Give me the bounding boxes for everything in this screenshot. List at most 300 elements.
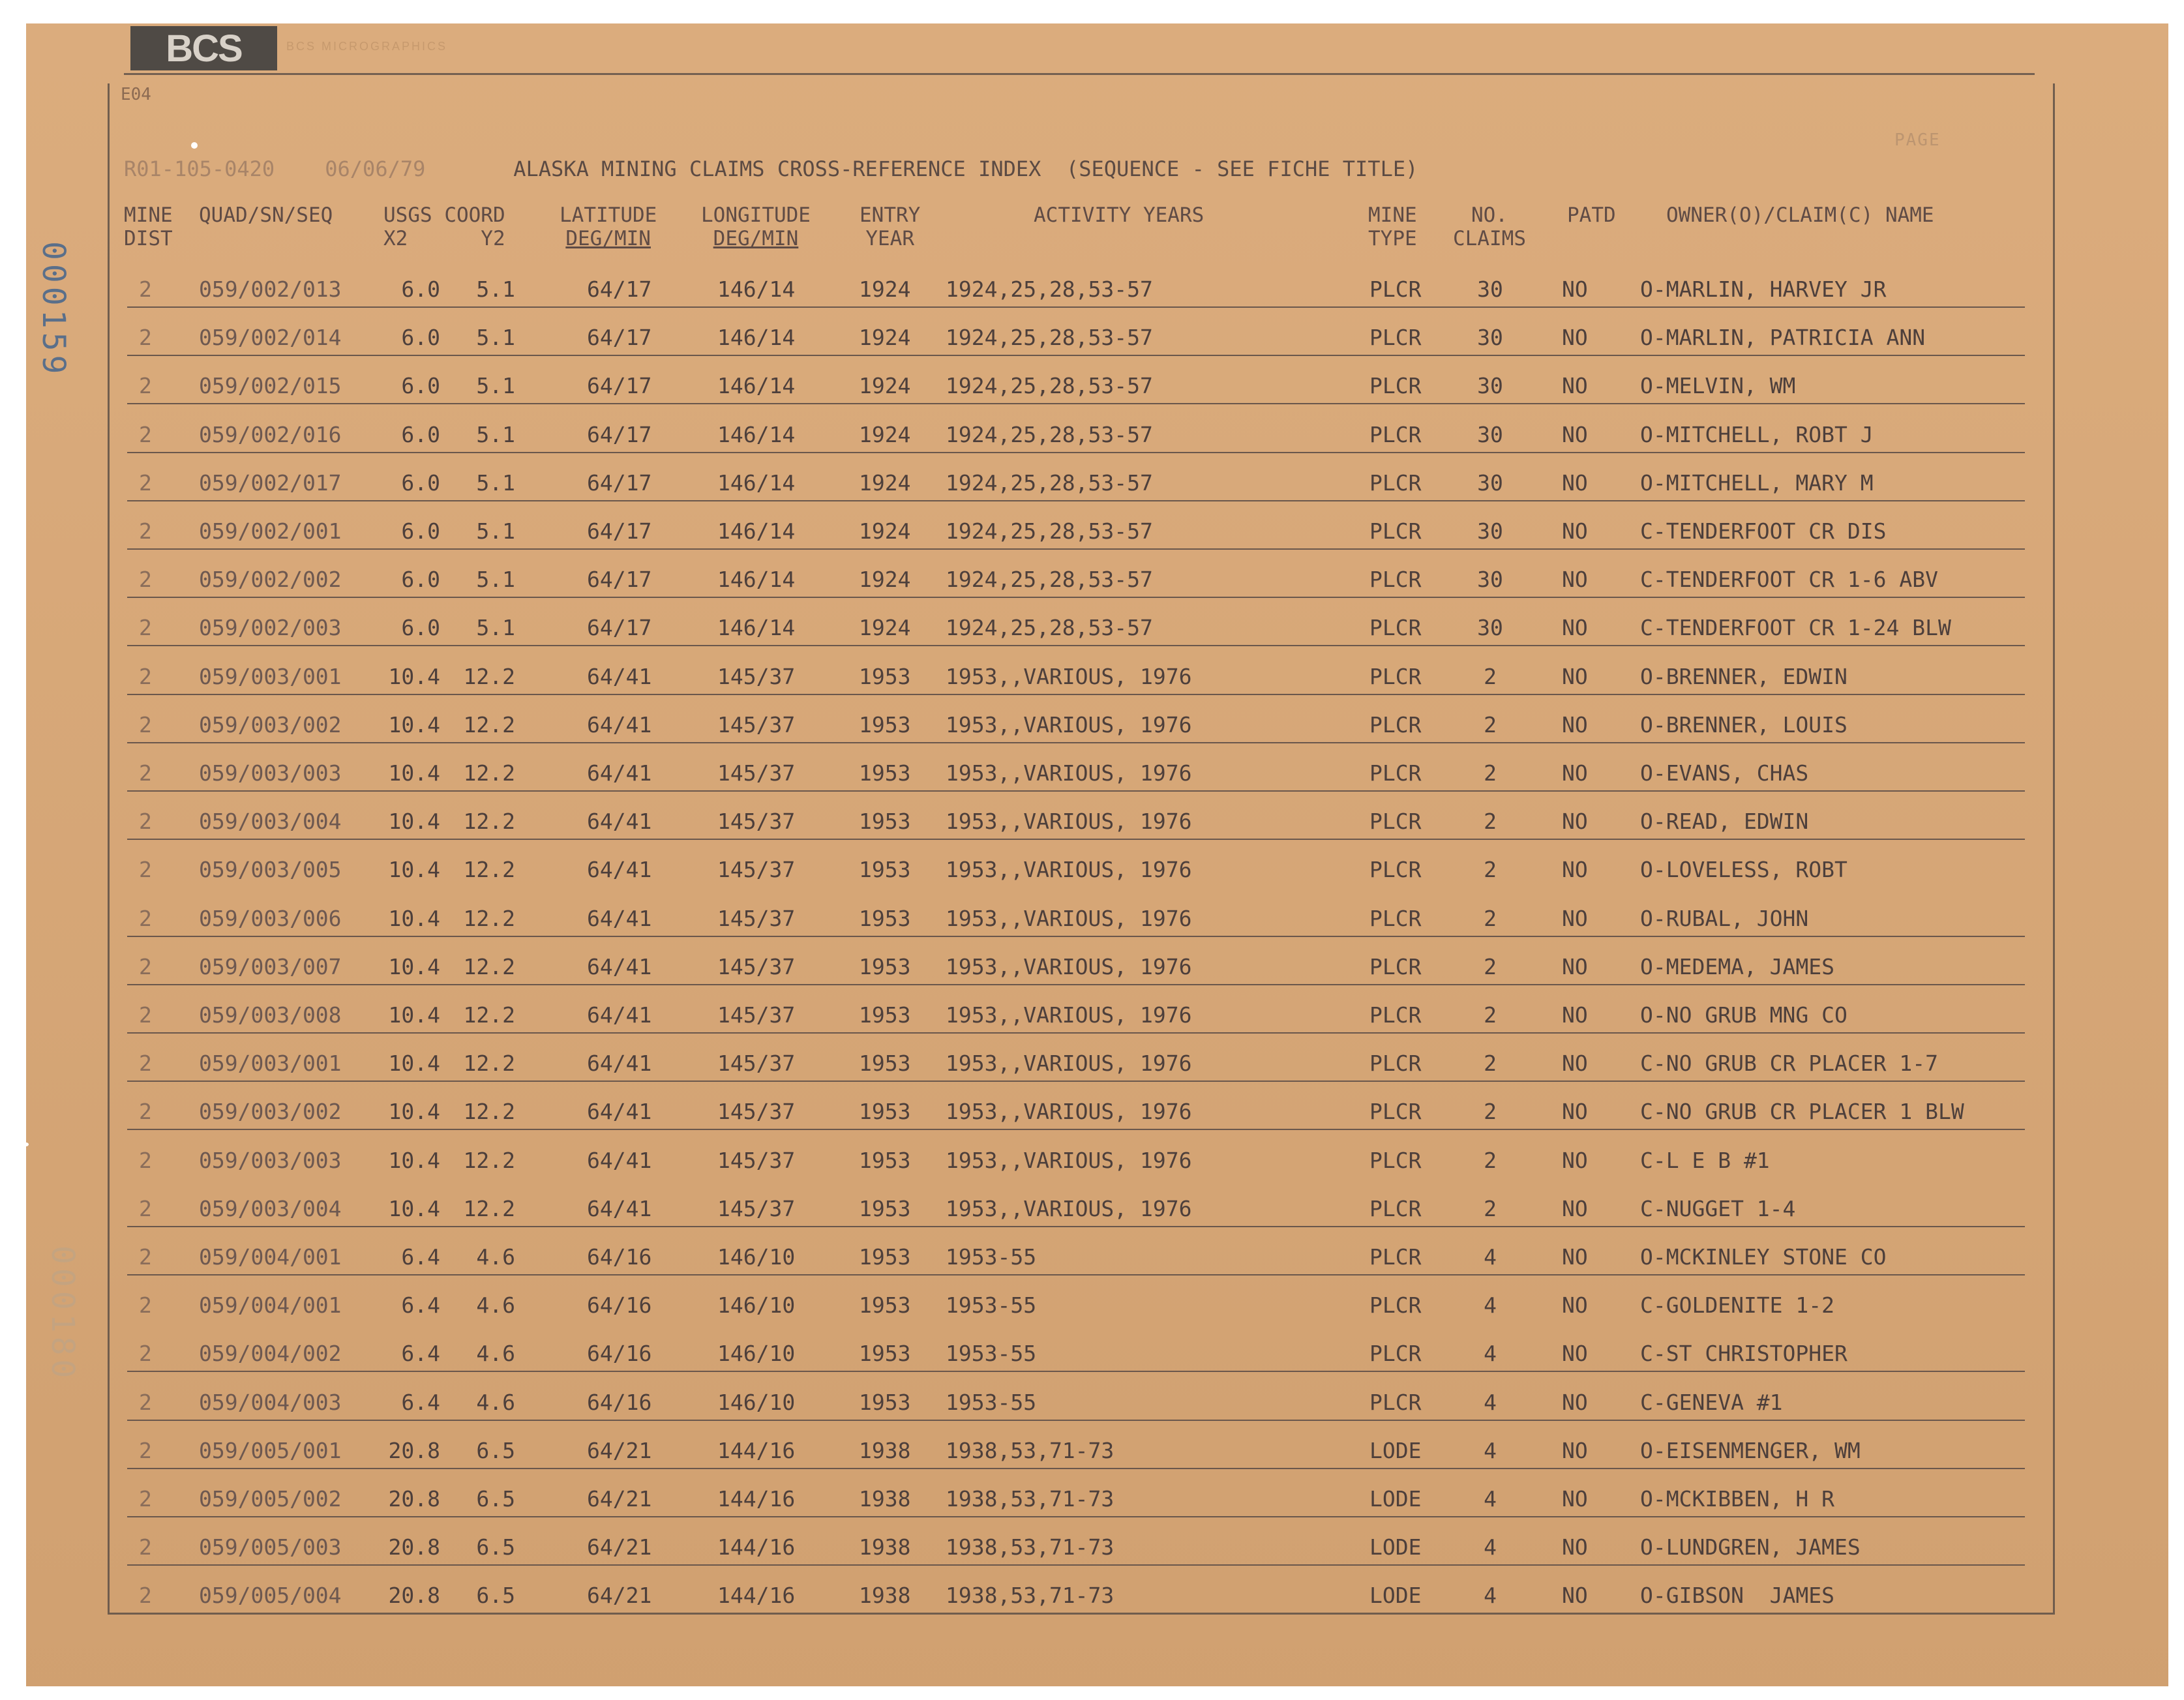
coord-x-cell: 6.0	[401, 470, 440, 496]
mine-type-cell: LODE	[1369, 1583, 1422, 1608]
patented-cell: NO	[1562, 1583, 1588, 1608]
entry-year-cell: 1924	[859, 276, 911, 302]
coord-x-cell: 10.4	[388, 1196, 440, 1221]
table-row	[127, 317, 2025, 356]
coord-y-cell: 12.2	[463, 954, 515, 979]
coord-y-cell: 5.1	[476, 276, 515, 302]
longitude-cell: 144/16	[717, 1534, 796, 1560]
quad-seq-cell: 059/005/002	[199, 1486, 342, 1512]
claims-count-cell: 4	[1484, 1390, 1497, 1415]
claims-count-cell: 30	[1477, 325, 1503, 350]
entry-year-cell: 1953	[859, 1341, 911, 1366]
claims-count-cell: 2	[1484, 857, 1497, 882]
table-row	[127, 849, 2025, 887]
activity-years-cell: 1953,,VARIOUS, 1976	[946, 1002, 1192, 1028]
claims-count-cell: 4	[1484, 1534, 1497, 1560]
longitude-cell: 145/37	[717, 1051, 796, 1076]
claims-count-cell: 4	[1484, 1486, 1497, 1512]
latitude-cell: 64/17	[587, 567, 652, 592]
mine-dist-cell: 2	[139, 760, 152, 786]
patented-cell: NO	[1562, 1148, 1588, 1173]
owner-claim-cell: O-LOVELESS, ROBT	[1640, 857, 1847, 882]
owner-claim-cell: C-TENDERFOOT CR 1-24 BLW	[1640, 615, 1951, 640]
mine-type-cell: PLCR	[1369, 809, 1422, 834]
quad-seq-cell: 059/002/016	[199, 422, 342, 447]
patented-cell: NO	[1562, 809, 1588, 834]
activity-years-cell: 1953,,VARIOUS, 1976	[946, 664, 1192, 689]
table-row	[127, 898, 2025, 937]
mine-dist-cell: 2	[139, 1099, 152, 1124]
entry-year-cell: 1924	[859, 422, 911, 447]
quad-seq-cell: 059/002/013	[199, 276, 342, 302]
entry-year-cell: 1938	[859, 1534, 911, 1560]
activity-years-cell: 1938,53,71-73	[946, 1583, 1114, 1608]
quad-seq-cell: 059/003/004	[199, 1196, 342, 1221]
owner-claim-cell: O-LUNDGREN, JAMES	[1640, 1534, 1861, 1560]
coord-y-cell: 5.1	[476, 615, 515, 640]
quad-seq-cell: 059/003/002	[199, 712, 342, 738]
entry-year-cell: 1953	[859, 906, 911, 931]
quad-seq-cell: 059/003/006	[199, 906, 342, 931]
coord-y-cell: 5.1	[476, 518, 515, 544]
coord-x-cell: 6.0	[401, 276, 440, 302]
table-row	[127, 269, 2025, 308]
latitude-cell: 64/41	[587, 857, 652, 882]
coord-y-cell: 6.5	[476, 1486, 515, 1512]
mine-dist-cell: 2	[139, 1244, 152, 1270]
quad-seq-cell: 059/005/004	[199, 1583, 342, 1608]
patented-cell: NO	[1562, 760, 1588, 786]
entry-year-cell: 1938	[859, 1583, 911, 1608]
latitude-cell: 64/17	[587, 276, 652, 302]
longitude-cell: 146/14	[717, 470, 796, 496]
claims-count-cell: 2	[1484, 1148, 1497, 1173]
coord-y-cell: 5.1	[476, 422, 515, 447]
quad-seq-cell: 059/003/008	[199, 1002, 342, 1028]
owner-claim-cell: O-MCKIBBEN, H R	[1640, 1486, 1835, 1512]
activity-years-cell: 1924,25,28,53-57	[946, 276, 1153, 302]
mine-dist-cell: 2	[139, 857, 152, 882]
activity-years-cell: 1938,53,71-73	[946, 1486, 1114, 1512]
activity-years-cell: 1924,25,28,53-57	[946, 518, 1153, 544]
mine-type-cell: PLCR	[1369, 954, 1422, 979]
mine-type-cell: PLCR	[1369, 857, 1422, 882]
mine-type-cell: PLCR	[1369, 470, 1422, 496]
owner-claim-cell: O-NO GRUB MNG CO	[1640, 1002, 1847, 1028]
claims-count-cell: 30	[1477, 276, 1503, 302]
mine-dist-cell: 2	[139, 1486, 152, 1512]
coord-y-cell: 12.2	[463, 1051, 515, 1076]
quad-seq-cell: 059/004/001	[199, 1244, 342, 1270]
latitude-cell: 64/41	[587, 1148, 652, 1173]
coord-x-cell: 10.4	[388, 664, 440, 689]
scuff-mark	[23, 1142, 29, 1146]
entry-year-cell: 1938	[859, 1486, 911, 1512]
longitude-cell: 145/37	[717, 1099, 796, 1124]
mine-dist-cell: 2	[139, 1051, 152, 1076]
header-patd: PATD	[1567, 203, 1616, 227]
entry-year-cell: 1953	[859, 760, 911, 786]
quad-seq-cell: 059/003/004	[199, 809, 342, 834]
latitude-cell: 64/21	[587, 1583, 652, 1608]
coord-x-cell: 6.0	[401, 615, 440, 640]
mine-dist-cell: 2	[139, 1292, 152, 1318]
mine-type-cell: PLCR	[1369, 1341, 1422, 1366]
coord-x-cell: 10.4	[388, 954, 440, 979]
table-row	[127, 365, 2025, 404]
coord-y-cell: 5.1	[476, 567, 515, 592]
patented-cell: NO	[1562, 373, 1588, 398]
latitude-cell: 64/17	[587, 470, 652, 496]
latitude-cell: 64/41	[587, 760, 652, 786]
coord-x-cell: 20.8	[388, 1486, 440, 1512]
owner-claim-cell: O-MELVIN, WM	[1640, 373, 1796, 398]
table-row	[127, 559, 2025, 598]
mine-type-cell: PLCR	[1369, 518, 1422, 544]
coord-x-cell: 6.4	[401, 1390, 440, 1415]
bcs-logo: BCS	[130, 26, 277, 70]
mine-dist-cell: 2	[139, 615, 152, 640]
mine-type-cell: PLCR	[1369, 760, 1422, 786]
owner-claim-cell: C-NO GRUB CR PLACER 1 BLW	[1640, 1099, 1964, 1124]
longitude-cell: 145/37	[717, 712, 796, 738]
longitude-cell: 145/37	[717, 857, 796, 882]
entry-year-cell: 1924	[859, 615, 911, 640]
longitude-cell: 145/37	[717, 809, 796, 834]
latitude-cell: 64/41	[587, 712, 652, 738]
owner-claim-cell: C-ST CHRISTOPHER	[1640, 1341, 1847, 1366]
latitude-cell: 64/41	[587, 664, 652, 689]
table-row	[127, 656, 2025, 695]
coord-x-cell: 10.4	[388, 1148, 440, 1173]
activity-years-cell: 1953,,VARIOUS, 1976	[946, 712, 1192, 738]
claims-count-cell: 30	[1477, 470, 1503, 496]
quad-seq-cell: 059/005/001	[199, 1438, 342, 1463]
entry-year-cell: 1953	[859, 1196, 911, 1221]
mine-type-cell: PLCR	[1369, 615, 1422, 640]
coord-y-cell: 12.2	[463, 1196, 515, 1221]
patented-cell: NO	[1562, 1534, 1588, 1560]
claims-count-cell: 2	[1484, 1051, 1497, 1076]
coord-y-cell: 6.5	[476, 1534, 515, 1560]
mine-type-cell: PLCR	[1369, 712, 1422, 738]
quad-seq-cell: 059/002/015	[199, 373, 342, 398]
table-row	[127, 1333, 2025, 1372]
entry-year-cell: 1953	[859, 809, 911, 834]
coord-x-cell: 10.4	[388, 1051, 440, 1076]
longitude-cell: 145/37	[717, 1196, 796, 1221]
entry-year-cell: 1924	[859, 470, 911, 496]
longitude-cell: 146/14	[717, 276, 796, 302]
quad-seq-cell: 059/003/001	[199, 1051, 342, 1076]
claims-count-cell: 4	[1484, 1438, 1497, 1463]
fiche-id-faint: 000180	[44, 1245, 81, 1382]
table-row	[127, 946, 2025, 985]
longitude-cell: 145/37	[717, 664, 796, 689]
coord-x-cell: 6.4	[401, 1292, 440, 1318]
coord-x-cell: 10.4	[388, 760, 440, 786]
coord-x-cell: 10.4	[388, 809, 440, 834]
owner-claim-cell: C-GOLDENITE 1-2	[1640, 1292, 1835, 1318]
patented-cell: NO	[1562, 325, 1588, 350]
activity-years-cell: 1953,,VARIOUS, 1976	[946, 857, 1192, 882]
longitude-cell: 146/10	[717, 1390, 796, 1415]
mine-type-cell: PLCR	[1369, 906, 1422, 931]
coord-x-cell: 10.4	[388, 1002, 440, 1028]
owner-claim-cell: C-TENDERFOOT CR 1-6 ABV	[1640, 567, 1938, 592]
activity-years-cell: 1953-55	[946, 1390, 1037, 1415]
longitude-cell: 144/16	[717, 1438, 796, 1463]
table-row	[127, 753, 2025, 792]
entry-year-cell: 1953	[859, 1244, 911, 1270]
claims-count-cell: 4	[1484, 1341, 1497, 1366]
entry-year-cell: 1953	[859, 954, 911, 979]
header-mine-type: MINE TYPE	[1368, 203, 1417, 250]
table-row	[127, 994, 2025, 1034]
table-row	[127, 1188, 2025, 1227]
quad-seq-cell: 059/003/007	[199, 954, 342, 979]
header-activity-years: ACTIVITY YEARS	[1034, 203, 1204, 227]
owner-claim-cell: C-GENEVA #1	[1640, 1390, 1783, 1415]
activity-years-cell: 1938,53,71-73	[946, 1438, 1114, 1463]
entry-year-cell: 1953	[859, 1002, 911, 1028]
latitude-cell: 64/41	[587, 1196, 652, 1221]
patented-cell: NO	[1562, 470, 1588, 496]
report-date: 06/06/79	[325, 157, 426, 181]
longitude-cell: 145/37	[717, 760, 796, 786]
longitude-cell: 146/14	[717, 373, 796, 398]
latitude-cell: 64/21	[587, 1438, 652, 1463]
quad-seq-cell: 059/002/003	[199, 615, 342, 640]
latitude-cell: 64/16	[587, 1390, 652, 1415]
quad-seq-cell: 059/003/002	[199, 1099, 342, 1124]
latitude-cell: 64/17	[587, 422, 652, 447]
latitude-cell: 64/41	[587, 954, 652, 979]
claims-count-cell: 2	[1484, 712, 1497, 738]
report-title: ALASKA MINING CLAIMS CROSS-REFERENCE INDEX (SEQUENCE - SEE FICHE TITLE)	[513, 157, 1418, 181]
claims-count-cell: 30	[1477, 615, 1503, 640]
claims-count-cell: 30	[1477, 373, 1503, 398]
entry-year-cell: 1953	[859, 712, 911, 738]
latitude-cell: 64/21	[587, 1534, 652, 1560]
entry-year-cell: 1924	[859, 567, 911, 592]
patented-cell: NO	[1562, 1051, 1588, 1076]
owner-claim-cell: O-MITCHELL, ROBT J	[1640, 422, 1874, 447]
mine-type-cell: PLCR	[1369, 422, 1422, 447]
mine-dist-cell: 2	[139, 664, 152, 689]
fiche-id: 000159	[35, 241, 72, 378]
coord-y-cell: 12.2	[463, 809, 515, 834]
patented-cell: NO	[1562, 954, 1588, 979]
mine-dist-cell: 2	[139, 1196, 152, 1221]
table-row	[127, 1043, 2025, 1082]
coord-y-cell: 12.2	[463, 1099, 515, 1124]
coord-x-cell: 20.8	[388, 1583, 440, 1608]
entry-year-cell: 1953	[859, 1099, 911, 1124]
mine-type-cell: PLCR	[1369, 276, 1422, 302]
claims-count-cell: 2	[1484, 954, 1497, 979]
coord-y-cell: 12.2	[463, 906, 515, 931]
claims-count-cell: 2	[1484, 1196, 1497, 1221]
activity-years-cell: 1953-55	[946, 1244, 1037, 1270]
mine-dist-cell: 2	[139, 1148, 152, 1173]
activity-years-cell: 1924,25,28,53-57	[946, 470, 1153, 496]
entry-year-cell: 1953	[859, 1148, 911, 1173]
header-latitude: LATITUDE DEG/MIN	[560, 203, 657, 250]
claims-count-cell: 2	[1484, 760, 1497, 786]
patented-cell: NO	[1562, 615, 1588, 640]
table-row	[127, 462, 2025, 501]
owner-claim-cell: O-MCKINLEY STONE CO	[1640, 1244, 1887, 1270]
page-label: PAGE	[1894, 130, 1941, 150]
entry-year-cell: 1953	[859, 857, 911, 882]
longitude-cell: 146/14	[717, 615, 796, 640]
patented-cell: NO	[1562, 567, 1588, 592]
activity-years-cell: 1924,25,28,53-57	[946, 567, 1153, 592]
activity-years-cell: 1953,,VARIOUS, 1976	[946, 954, 1192, 979]
claims-count-cell: 4	[1484, 1292, 1497, 1318]
mine-dist-cell: 2	[139, 809, 152, 834]
table-row	[127, 1478, 2025, 1517]
coord-y-cell: 5.1	[476, 470, 515, 496]
coord-x-cell: 10.4	[388, 906, 440, 931]
patented-cell: NO	[1562, 276, 1588, 302]
header-mine-dist: MINE DIST	[124, 203, 173, 250]
coord-y-cell: 4.6	[476, 1292, 515, 1318]
latitude-cell: 64/16	[587, 1341, 652, 1366]
owner-claim-cell: C-L E B #1	[1640, 1148, 1770, 1173]
mine-dist-cell: 2	[139, 954, 152, 979]
mine-type-cell: PLCR	[1369, 1244, 1422, 1270]
coord-x-cell: 6.4	[401, 1244, 440, 1270]
patented-cell: NO	[1562, 1196, 1588, 1221]
owner-claim-cell: O-MARLIN, PATRICIA ANN	[1640, 325, 1926, 350]
claims-count-cell: 4	[1484, 1244, 1497, 1270]
mine-dist-cell: 2	[139, 518, 152, 544]
coord-x-cell: 20.8	[388, 1438, 440, 1463]
coord-y-cell: 12.2	[463, 760, 515, 786]
coord-y-cell: 12.2	[463, 857, 515, 882]
coord-y-cell: 12.2	[463, 1148, 515, 1173]
mine-dist-cell: 2	[139, 1341, 152, 1366]
claims-count-cell: 2	[1484, 664, 1497, 689]
mine-dist-cell: 2	[139, 470, 152, 496]
longitude-cell: 145/37	[717, 906, 796, 931]
header-no-claims: NO. CLAIMS	[1453, 203, 1526, 250]
activity-years-cell: 1924,25,28,53-57	[946, 422, 1153, 447]
quad-seq-cell: 059/003/003	[199, 760, 342, 786]
mine-type-cell: PLCR	[1369, 1196, 1422, 1221]
mine-dist-cell: 2	[139, 712, 152, 738]
claims-count-cell: 30	[1477, 518, 1503, 544]
owner-claim-cell: O-RUBAL, JOHN	[1640, 906, 1809, 931]
owner-claim-cell: O-MITCHELL, MARY M	[1640, 470, 1874, 496]
owner-claim-cell: O-MARLIN, HARVEY JR	[1640, 276, 1887, 302]
longitude-cell: 146/14	[717, 518, 796, 544]
mine-dist-cell: 2	[139, 276, 152, 302]
owner-claim-cell: O-READ, EDWIN	[1640, 809, 1809, 834]
latitude-cell: 64/17	[587, 325, 652, 350]
entry-year-cell: 1924	[859, 518, 911, 544]
patented-cell: NO	[1562, 1292, 1588, 1318]
table-row	[127, 1430, 2025, 1469]
entry-year-cell: 1953	[859, 664, 911, 689]
longitude-cell: 146/14	[717, 567, 796, 592]
latitude-cell: 64/17	[587, 615, 652, 640]
quad-seq-cell: 059/004/003	[199, 1390, 342, 1415]
coord-x-cell: 10.4	[388, 1099, 440, 1124]
latitude-cell: 64/16	[587, 1292, 652, 1318]
patented-cell: NO	[1562, 422, 1588, 447]
coord-x-cell: 20.8	[388, 1534, 440, 1560]
longitude-cell: 145/37	[717, 1002, 796, 1028]
owner-claim-cell: O-BRENNER, EDWIN	[1640, 664, 1847, 689]
activity-years-cell: 1953,,VARIOUS, 1976	[946, 760, 1192, 786]
coord-y-cell: 5.1	[476, 373, 515, 398]
quad-seq-cell: 059/003/001	[199, 664, 342, 689]
owner-claim-cell: O-GIBSON JAMES	[1640, 1583, 1835, 1608]
activity-years-cell: 1924,25,28,53-57	[946, 325, 1153, 350]
longitude-cell: 146/10	[717, 1292, 796, 1318]
quad-seq-cell: 059/002/002	[199, 567, 342, 592]
mine-type-cell: LODE	[1369, 1486, 1422, 1512]
logo-strip-text: BCS MICROGRAPHICS	[286, 40, 448, 53]
activity-years-cell: 1924,25,28,53-57	[946, 615, 1153, 640]
header-owner-claim: OWNER(O)/CLAIM(C) NAME	[1666, 203, 1934, 227]
patented-cell: NO	[1562, 712, 1588, 738]
coord-y-cell: 6.5	[476, 1583, 515, 1608]
patented-cell: NO	[1562, 1390, 1588, 1415]
patented-cell: NO	[1562, 1486, 1588, 1512]
latitude-cell: 64/17	[587, 373, 652, 398]
activity-years-cell: 1924,25,28,53-57	[946, 373, 1153, 398]
frame-tag: E04	[121, 85, 151, 104]
entry-year-cell: 1953	[859, 1292, 911, 1318]
coord-y-cell: 4.6	[476, 1244, 515, 1270]
longitude-cell: 145/37	[717, 1148, 796, 1173]
mine-dist-cell: 2	[139, 1534, 152, 1560]
entry-year-cell: 1924	[859, 325, 911, 350]
quad-seq-cell: 059/004/002	[199, 1341, 342, 1366]
patented-cell: NO	[1562, 1438, 1588, 1463]
quad-seq-cell: 059/003/005	[199, 857, 342, 882]
coord-x-cell: 6.0	[401, 518, 440, 544]
table-row	[127, 1382, 2025, 1421]
mine-dist-cell: 2	[139, 1583, 152, 1608]
latitude-cell: 64/41	[587, 809, 652, 834]
coord-y-cell: 4.6	[476, 1341, 515, 1366]
claims-count-cell: 2	[1484, 809, 1497, 834]
activity-years-cell: 1953,,VARIOUS, 1976	[946, 906, 1192, 931]
mine-type-cell: LODE	[1369, 1438, 1422, 1463]
activity-years-cell: 1953,,VARIOUS, 1976	[946, 1148, 1192, 1173]
coord-y-cell: 5.1	[476, 325, 515, 350]
mine-type-cell: PLCR	[1369, 1292, 1422, 1318]
mine-dist-cell: 2	[139, 325, 152, 350]
table-row	[127, 1285, 2025, 1322]
coord-x-cell: 10.4	[388, 857, 440, 882]
claims-count-cell: 30	[1477, 422, 1503, 447]
mine-dist-cell: 2	[139, 422, 152, 447]
mine-type-cell: PLCR	[1369, 664, 1422, 689]
table-row	[127, 1091, 2025, 1130]
latitude-cell: 64/41	[587, 906, 652, 931]
table-row	[127, 1575, 2025, 1613]
coord-x-cell: 6.4	[401, 1341, 440, 1366]
patented-cell: NO	[1562, 664, 1588, 689]
mine-dist-cell: 2	[139, 567, 152, 592]
mine-dist-cell: 2	[139, 1390, 152, 1415]
